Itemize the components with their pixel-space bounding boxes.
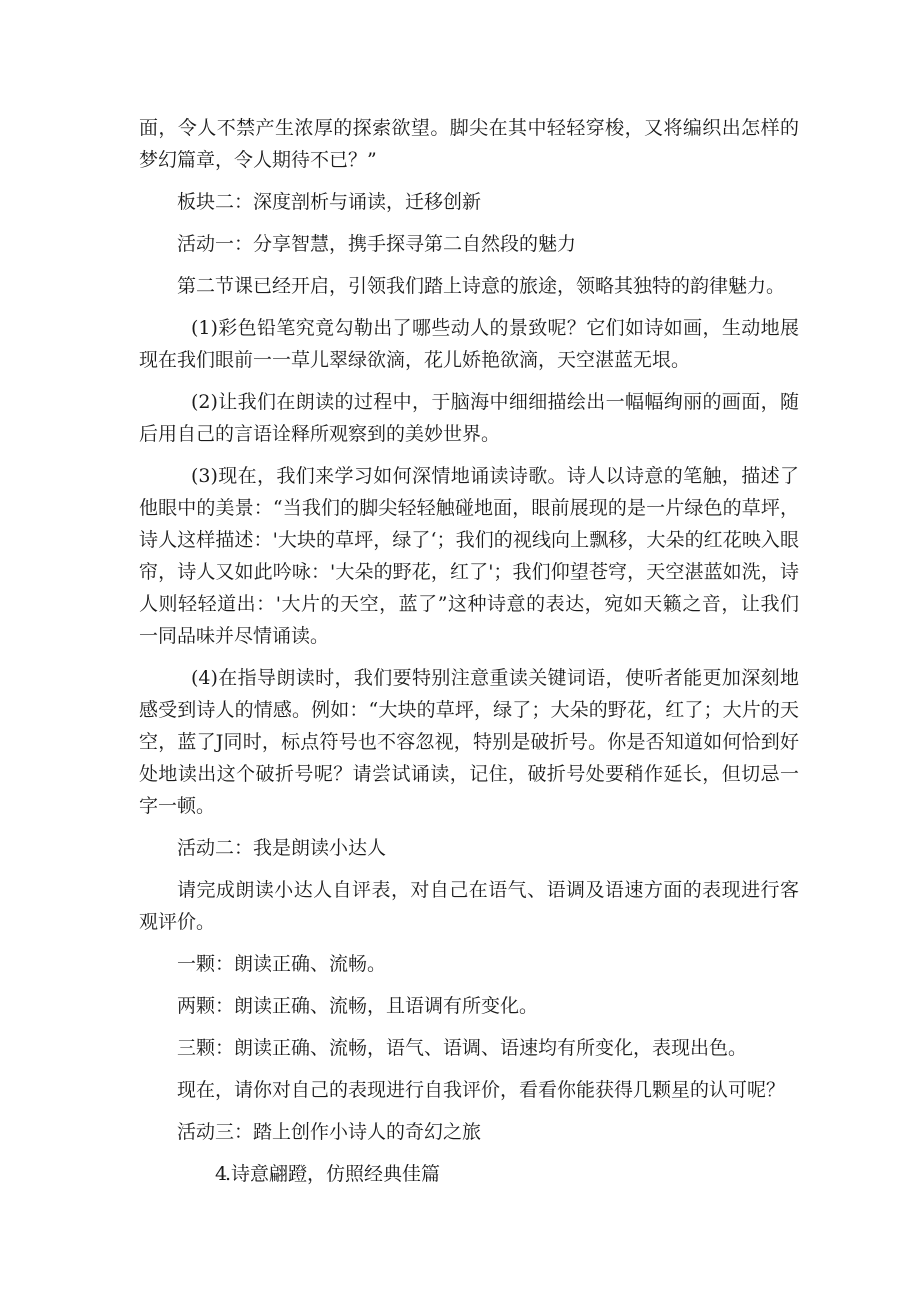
activity-heading-three: 活动三：踏上创作小诗人的奇幻之旅 bbox=[177, 1121, 482, 1143]
paragraph-continuation: 面，令人不禁产生浓厚的探索欲望。脚尖在其中轻轻穿梭，又将编织出怎样的梦幻篇章，令人期待不已？” bbox=[139, 117, 799, 171]
document-body bbox=[139, 112, 799, 1200]
numbered-item bbox=[139, 1158, 799, 1190]
paragraph-self-evaluation: 请完成朗读小达人自评表，对自己在语气、语调及语速方面的表现进行客观评价。 bbox=[139, 879, 799, 933]
paragraph-item-1: (1)彩色铅笔究竟勾勒出了哪些动人的景致呢？它们如诗如画，生动地展现在我们眼前一一草儿翠绿欲滴，花儿娇艳欲滴，天空湛蓝无垠。 bbox=[139, 317, 799, 371]
rating-one-star: 一颗：朗读正确、流畅。 bbox=[177, 953, 387, 975]
activity-heading-one: 活动一：分享智慧，携手探寻第二自然段的魅力 bbox=[177, 233, 577, 255]
paragraph-item-4: (4)在指导朗读时，我们要特别注意重读关键词语，使听者能更加深刻地感受到诗人的情感。例如：“大块的草坪，绿了；大朵的野花，红了；大片的天空，蓝了J同时，标点符号也不容忽视，特别是破折号。你是否知道如何恰到好处地读出这个破折号呢？请尝试诵读，记住，破折号处要稍作延长，但切忌一字一顿。 bbox=[139, 667, 799, 817]
item-text: .诗意翩蹬，仿照经典佳篇 bbox=[225, 1163, 441, 1185]
item-number: 4 bbox=[215, 1163, 228, 1185]
paragraph-item-2: (2)让我们在朗读的过程中，于脑海中细细描绘出一幅幅绚丽的画面，随后用自己的言语诠释所观察到的美妙世界。 bbox=[139, 391, 799, 445]
paragraph-self-assessment: 现在，请你对自己的表现进行自我评价，看看你能获得几颗星的认可呢？ bbox=[177, 1079, 786, 1101]
paragraph-intro: 第二节课已经开启，引领我们踏上诗意的旅途，领略其独特的韵律魅力。 bbox=[177, 275, 786, 297]
paragraph-item-3: (3)现在，我们来学习如何深情地诵读诗歌。诗人以诗意的笔触，描述了他眼中的美景：“当我们的脚尖轻轻触碰地面，眼前展现的是一片绿色的草坪，诗人这样描述：'大块的草坪，绿了‘；我们的视线向上飘移，大朵的红花映入眼帘，诗人又如此吟咏：'大朵的野花，红了'；我们仰望苍穹，天空湛蓝如洗，诗人则轻轻道出：'大片的天空，蓝了”这种诗意的表达，宛如天籁之音，让我们一同品味并尽情诵读。 bbox=[139, 465, 799, 647]
rating-three-stars: 三颗：朗读正确、流畅，语气、语调、语速均有所变化，表现出色。 bbox=[177, 1037, 748, 1059]
rating-two-stars: 两颗：朗读正确、流畅，且语调有所变化。 bbox=[177, 995, 539, 1017]
section-heading-module-two: 板块二：深度剖析与诵读，迁移创新 bbox=[177, 191, 482, 213]
activity-heading-two: 活动二：我是朗读小达人 bbox=[177, 837, 387, 859]
